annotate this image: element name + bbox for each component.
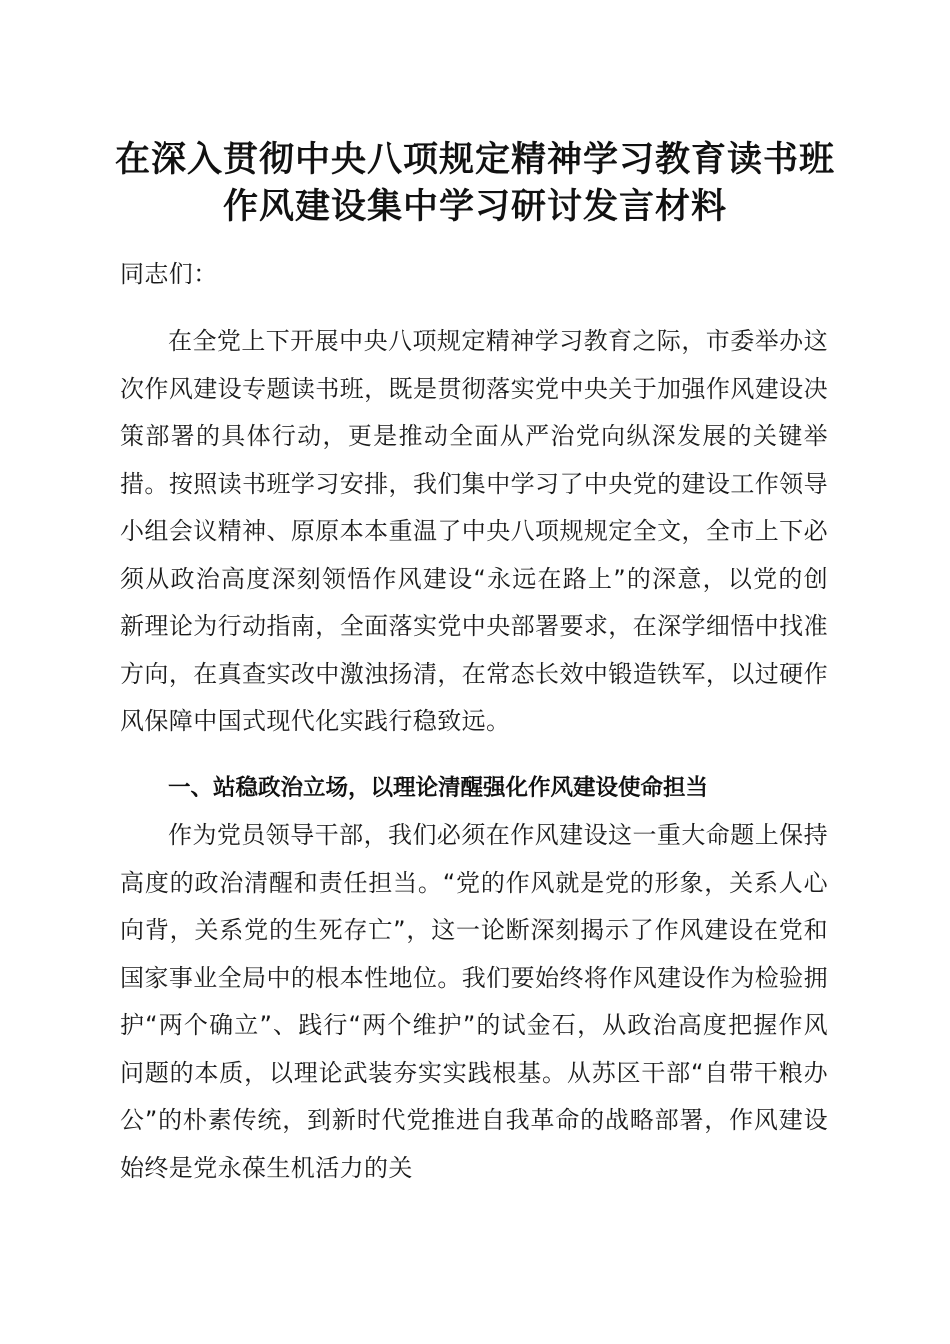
paragraph-intro: 在全党上下开展中央八项规定精神学习教育之际，市委举办这次作风建设专题读书班，既是贯彻落实党中央关于加强作风建设决策部署的具体行动，更是推动全面从严治党向纵深发展的关键举措。按照读书班学习安排，我们集中学习了中央党的建设工作领导小组会议精神、原原本本重温了中央八项规规定全文，全市上下必须从政治高度深刻领悟作风建设“永远在路上”的深意，以党的创新理论为行动指南，全面落实党中央部署要求，在深学细悟中找准方向，在真查实改中激浊扬清，在常态长效中锻造铁军，以过硬作风保障中国式现代化实践行稳致远。 (120, 327, 828, 735)
document-title-line-1: 在深入贯彻中央八项规定精神学习教育读书班 (114, 139, 835, 180)
document-title-line-2: 作风建设集中学习研讨发言材料 (222, 186, 727, 227)
salutation: 同志们： (120, 260, 218, 288)
section-heading-1: 一、站稳政治立场，以理论清醒强化作风建设使命担当 (168, 775, 709, 801)
paragraph-section-1: 作为党员领导干部，我们必须在作风建设这一重大命题上保持高度的政治清醒和责任担当。“党的作风就是党的形象，关系人心向背，关系党的生死存亡”，这一论断深刻揭示了作风建设在党和国家事业全局中的根本性地位。我们要始终将作风建设作为检验拥护“两个确立”、践行“两个维护”的试金石，从政治高度把握作风问题的本质，以理论武装夯实实践根基。从苏区干部“自带干粮办公”的朴素传统，到新时代党推进自我革命的战略部署，作风建设始终是党永葆生机活力的关 (120, 821, 828, 1182)
